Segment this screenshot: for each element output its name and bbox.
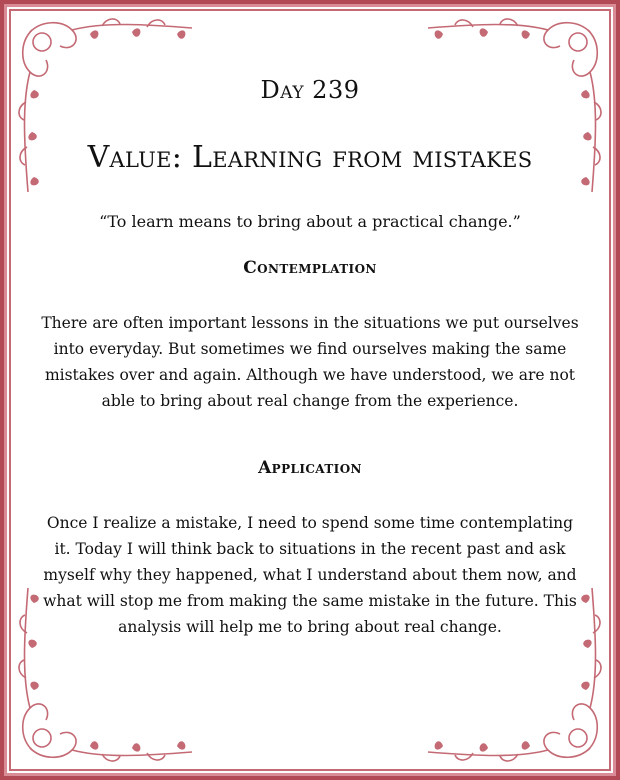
quote: “To learn means to bring about a practical change.”: [99, 212, 521, 231]
value-title: Value: Learning from mistakes: [87, 140, 533, 175]
application-heading: Application: [258, 458, 362, 478]
day-title: Day 239: [260, 76, 360, 104]
contemplation-heading: Contemplation: [243, 258, 377, 278]
contemplation-text: There are often important lessons in the situations we put ourselves into everyday. But sometimes we find ourselves making the same mistakes over and again. Although we have understood, we are not able to bring about real change from the experience.: [41, 314, 579, 410]
application-text: Once I realize a mistake, I need to spend some time contemplating it. Today I will think back to situations in the recent past and ask myself why they happened, what I understand about them now, and what will stop me from making the same mistake in the future. This analysis will help me to bring about real change.: [43, 514, 577, 636]
